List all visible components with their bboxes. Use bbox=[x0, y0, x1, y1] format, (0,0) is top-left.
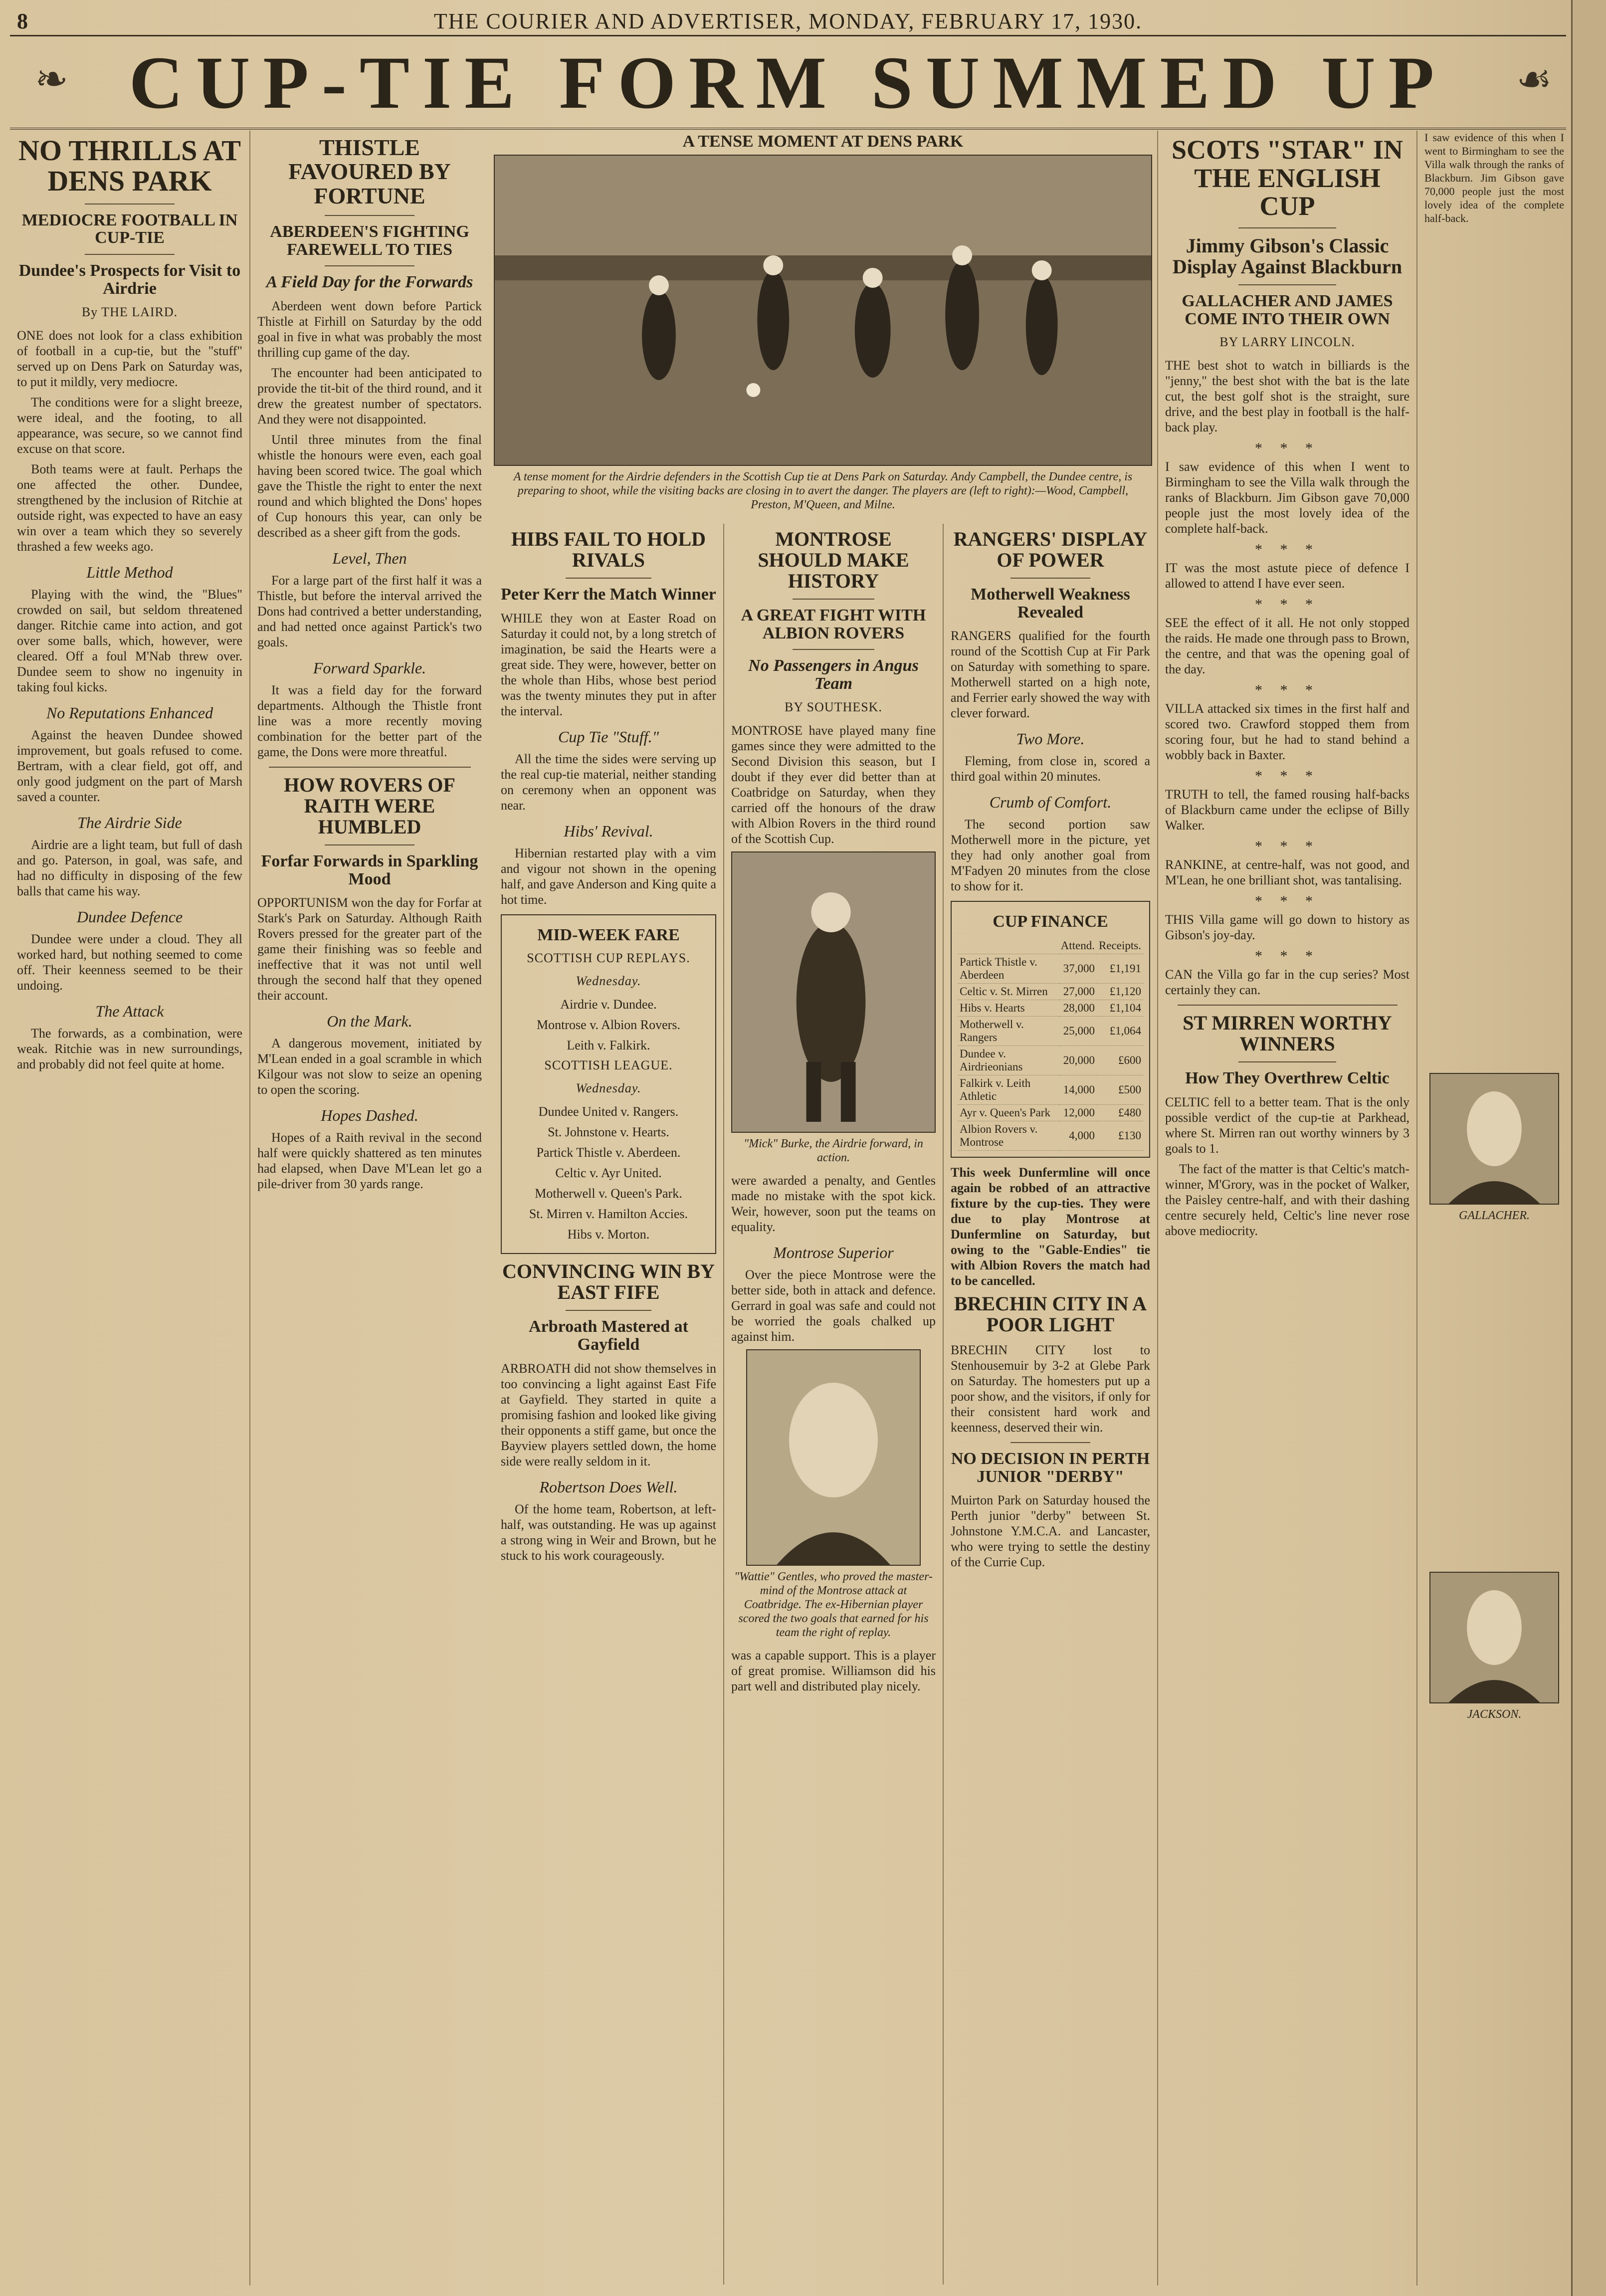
photo-caption: "Mick" Burke, the Airdrie forward, in action. bbox=[744, 1137, 923, 1164]
divider bbox=[269, 767, 471, 768]
table-row bbox=[958, 954, 1143, 984]
table-row bbox=[958, 1017, 1143, 1046]
table-cell bbox=[958, 938, 1059, 954]
table-cell: 20,000 bbox=[1059, 1046, 1097, 1075]
table-cell: £500 bbox=[1097, 1075, 1143, 1105]
paragraph: The second portion saw Motherwell more in the picture, yet they had only another goal from M'Fadyen 20 minutes from the close to show for it. bbox=[951, 817, 1150, 894]
paragraph: Against the heaven Dundee showed improvement, but goals refused to come. Bertram, with a clear field, got off, and only good judgment on the part of Marsh saved a counter. bbox=[17, 727, 242, 804]
paragraph: CAN the Villa go far in the cup series? Most certainly they can. bbox=[1165, 967, 1409, 998]
table-header-row bbox=[958, 938, 1143, 954]
masthead-title: THE COURIER AND ADVERTISER, MONDAY, FEBRUARY 17, 1930. bbox=[433, 8, 1143, 33]
divider bbox=[793, 649, 874, 650]
deck-dundee-prospects: Dundee's Prospects for Visit to Airdrie bbox=[18, 261, 241, 298]
paragraph: THE best shot to watch in billiards is the "jenny," the best shot with the bat is the late cut, the best golf shot is the straight, sure drive, and the best play in football is the half-back play. bbox=[1165, 358, 1409, 435]
column-montrose bbox=[723, 524, 943, 2285]
subhead: Forward Sparkle. bbox=[313, 658, 426, 677]
divider bbox=[566, 1310, 652, 1311]
paragraph: Muirton Park on Saturday housed the Perth junior "derby" between St. Johnstone Y.M.C.A. and Lancaster, who were trying to settle the destiny of the Currie Cup. bbox=[951, 1493, 1150, 1570]
fixtures-title: MID-WEEK FARE bbox=[537, 925, 680, 944]
star-separator: * * * bbox=[1255, 893, 1320, 910]
paragraph: Of the home team, Robertson, at left-half, was outstanding. He was up against a strong wing in Weir and Brown, but he stuck to his work courageously. bbox=[501, 1501, 716, 1563]
portrait-caption: "Wattie" Gentles, who proved the master-mind of the Montrose attack at Coatbridge. The ex-Hibernian player scored the two goals that earned for his team the right of replay. bbox=[734, 1570, 933, 1639]
fixture-line: Celtic v. Ayr United. bbox=[555, 1166, 662, 1181]
portrait-image bbox=[1430, 1573, 1558, 1702]
star-separator: * * * bbox=[1255, 948, 1320, 965]
league-day: Wednesday. bbox=[576, 1081, 641, 1096]
league-title: SCOTTISH LEAGUE. bbox=[544, 1058, 673, 1073]
table-cell: £600 bbox=[1097, 1046, 1143, 1075]
fixture-line: Leith v. Falkirk. bbox=[567, 1038, 650, 1053]
page-number: 8 bbox=[17, 8, 29, 33]
paragraph: The forwards, as a combination, were weak. Ritchie was in new surroundings, and probably did not feel quite at home. bbox=[17, 1026, 242, 1071]
deck-peter-kerr: Peter Kerr the Match Winner bbox=[501, 585, 716, 604]
subhead: Cup Tie "Stuff." bbox=[558, 727, 659, 746]
fixtures-day: Wednesday. bbox=[576, 974, 641, 989]
fixture-line: Airdrie v. Dundee. bbox=[560, 997, 657, 1012]
paragraph: I saw evidence of this when I went to Birmingham to see the Villa walk through the ranks of Blackburn. Jim Gibson gave 70,000 people just the most lovely idea of the complete half-back. bbox=[1165, 459, 1409, 536]
byline: BY SOUTHESK. bbox=[785, 699, 882, 714]
paragraph: Dundee were under a cloud. They all worked hard, but nothing seemed to come off. Their keenness seemed to be their undoing. bbox=[17, 931, 242, 993]
paragraph: was a capable support. This is a player of great promise. Williamson did his part well and distributed play nicely. bbox=[731, 1648, 936, 1693]
divider bbox=[1238, 284, 1336, 285]
paragraph: All the time the sides were serving up the real cup-tie material, neither standing on ceremony when an opponent was near. bbox=[501, 751, 716, 813]
gentles-portrait bbox=[746, 1349, 921, 1566]
headline-no-thrills: NO THRILLS AT DENS PARK bbox=[18, 134, 241, 197]
paragraph: Airdrie are a light team, but full of dash and go. Paterson, in goal, was safe, and had no difficulty in disposing of the few balls that came his way. bbox=[17, 837, 242, 898]
photo-caption: A tense moment for the Airdrie defenders in the Scottish Cup tie at Dens Park on Saturday. Andy Campbell, the Dundee centre, is preparing to shoot, while the visiting backs are closing in to avert the danger. The players are (left to right):—Wood, Campbell, Preston, M'Queen, and Milne. bbox=[513, 470, 1133, 511]
deck-mediocre: MEDIOCRE FOOTBALL IN CUP-TIE bbox=[21, 210, 238, 247]
deck-albion-rovers: A GREAT FIGHT WITH ALBION ROVERS bbox=[741, 606, 926, 642]
divider bbox=[325, 265, 414, 266]
subhead: Two More. bbox=[1016, 730, 1085, 748]
table-cell: Dundee v. Airdrieonians bbox=[958, 1046, 1059, 1075]
table-cell: 37,000 bbox=[1059, 954, 1097, 984]
paragraph: Hopes of a Raith revival in the second half were quickly shattered as ten minutes had elapsed, when Dave M'Lean let go a pile-driver from 30 yards range. bbox=[257, 1130, 482, 1192]
football-match-photo bbox=[494, 155, 1152, 466]
table-row bbox=[958, 1075, 1143, 1105]
paragraph: Playing with the wind, the "Blues" crowded on sail, but seldom threatened danger. Ritchie came into action, and got over some balls, which, however, were cleared. Off a foul M'Nab threw over. Dundee seem to show no ingenuity in taking foul kicks. bbox=[17, 587, 242, 694]
table-row bbox=[958, 1046, 1143, 1075]
headline-raith-rovers: HOW ROVERS OF RAITH WERE HUMBLED bbox=[284, 773, 455, 838]
headline-st-mirren: ST MIRREN WORTHY WINNERS bbox=[1183, 1012, 1392, 1055]
column-dens-park bbox=[10, 131, 249, 2286]
table-cell: 27,000 bbox=[1059, 984, 1097, 1000]
divider bbox=[325, 215, 414, 216]
paragraph: RANKINE, at centre-half, was not good, and M'Lean, he one brilliant shot, was tantalising. bbox=[1165, 857, 1409, 888]
star-separator: * * * bbox=[1255, 682, 1320, 699]
deck-overthrew-celtic: How They Overthrew Celtic bbox=[1185, 1069, 1390, 1088]
divider bbox=[1178, 1005, 1398, 1006]
deck-forfar: Forfar Forwards in Sparkling Mood bbox=[261, 851, 478, 888]
paragraph: THIS Villa game will go down to history as Gibson's joy-day. bbox=[1165, 912, 1409, 943]
divider bbox=[85, 204, 175, 205]
cup-finance-title: CUP FINANCE bbox=[993, 912, 1108, 931]
deck-motherwell: Motherwell Weakness Revealed bbox=[971, 585, 1130, 622]
table-row bbox=[958, 1121, 1143, 1151]
paragraph: MONTROSE have played many fine games since they were admitted to the Second Division this season, but I doubt if they ever did better than at Coatbridge on Saturday, when they carried off the honours of the draw with Albion Rovers in the third round of the Scottish Cup. bbox=[731, 723, 936, 846]
paragraph: Over the piece Montrose were the better side, both in attack and defence. Gerrard in goal was safe and could not be worried the goals chalked up against him. bbox=[731, 1267, 936, 1344]
star-separator: * * * bbox=[1255, 440, 1320, 457]
deck-aberdeen: ABERDEEN'S FIGHTING FAREWELL TO TIES bbox=[270, 222, 469, 259]
divider bbox=[793, 599, 874, 600]
fixture-line: Partick Thistle v. Aberdeen. bbox=[536, 1145, 681, 1160]
deck-no-passengers: No Passengers in Angus Team bbox=[748, 656, 919, 693]
paragraph: WHILE they won at Easter Road on Saturday it could not, by a long stretch of imagination, be said the Hearts were a great side. They were, however, better on the whole than Hibs, whose best period was the twenty minutes they put in after the interval. bbox=[501, 611, 716, 718]
headline-perth-derby: NO DECISION IN PERTH JUNIOR "DERBY" bbox=[951, 1450, 1150, 1486]
star-separator: * * * bbox=[1255, 596, 1320, 613]
portrait-image bbox=[747, 1350, 920, 1565]
fixture-line: Motherwell v. Queen's Park. bbox=[535, 1186, 682, 1201]
fixture-line: Montrose v. Albion Rovers. bbox=[537, 1018, 680, 1033]
paragraph: The fact of the matter is that Celtic's match-winner, M'Grory, was in the pocket of Walker, the Paisley centre-half, and with their dashing centre securely held, Celtic's line never rose above mediocrity. bbox=[1165, 1162, 1409, 1239]
deck-gallacher-james: GALLACHER AND JAMES COME INTO THEIR OWN bbox=[1182, 292, 1393, 328]
table-cell: £130 bbox=[1097, 1121, 1143, 1151]
fixture-line: St. Johnstone v. Hearts. bbox=[548, 1125, 669, 1140]
portrait-caption: JACKSON. bbox=[1467, 1708, 1522, 1721]
table-cell: Albion Rovers v. Montrose bbox=[958, 1121, 1059, 1151]
column-right-continuation bbox=[1416, 131, 1571, 2286]
column-thistle bbox=[249, 131, 489, 2286]
table-cell: Ayr v. Queen's Park bbox=[958, 1105, 1059, 1121]
fixture-line: Hibs v. Morton. bbox=[567, 1227, 650, 1242]
page-banner: CUP-TIE FORM SUMMED UP bbox=[10, 38, 1566, 130]
headline-rangers: RANGERS' DISPLAY OF POWER bbox=[953, 528, 1148, 571]
ornament-left-icon: ❧ bbox=[35, 58, 69, 102]
table-cell: Motherwell v. Rangers bbox=[958, 1017, 1059, 1046]
table-cell: Falkirk v. Leith Athletic bbox=[958, 1075, 1059, 1105]
ornament-right-icon: ☙ bbox=[1516, 58, 1552, 102]
portrait-caption: GALLACHER. bbox=[1458, 1209, 1530, 1222]
paragraph: Fleming, from close in, scored a third goal within 20 minutes. bbox=[951, 754, 1150, 784]
table-cell: Celtic v. St. Mirren bbox=[958, 984, 1059, 1000]
headline-east-fife: CONVINCING WIN BY EAST FIFE bbox=[502, 1260, 715, 1304]
divider bbox=[1010, 578, 1090, 579]
headline-montrose: MONTROSE SHOULD MAKE HISTORY bbox=[758, 528, 909, 592]
jackson-portrait bbox=[1429, 1572, 1559, 1703]
paragraph: IT was the most astute piece of defence I allowed to attend I have ever seen. bbox=[1165, 561, 1409, 591]
match-scene-image bbox=[495, 156, 1151, 465]
paragraph: I saw evidence of this when I went to Birmingham to see the Villa walk through the ranks of Blackburn. Jim Gibson gave 70,000 people just the most lovely idea of the complete half-back. bbox=[1424, 131, 1564, 224]
subhead: The Attack bbox=[95, 1002, 164, 1020]
divider bbox=[1238, 1061, 1336, 1062]
table-cell: 12,000 bbox=[1059, 1105, 1097, 1121]
paragraph: Both teams were at fault. Perhaps the one affected the other. Dundee, strengthened by the inclusion of Ritchie at outside right, was expected to have an easy win over a team which they so severely thrashed a few weeks ago. bbox=[17, 461, 242, 554]
table-cell: 14,000 bbox=[1059, 1075, 1097, 1105]
fixture-line: Dundee United v. Rangers. bbox=[538, 1104, 679, 1119]
paragraph: A dangerous movement, initiated by M'Lean ended in a goal scramble in which Kilgour was not slow to seize an opening to open the scoring. bbox=[257, 1036, 482, 1097]
column-rangers bbox=[943, 524, 1157, 2285]
paragraph: ONE does not look for a class exhibition of football in a cup-tie, but the "stuff" served up on Dens Park on Saturday was, to put it mildly, very mediocre. bbox=[17, 328, 242, 389]
table-cell: Receipts. bbox=[1097, 938, 1143, 954]
subhead: Montrose Superior bbox=[773, 1243, 894, 1261]
table-row bbox=[958, 1000, 1143, 1017]
paragraph: OPPORTUNISM won the day for Forfar at Stark's Park on Saturday. Although Raith Rovers pressed for the greater part of the game their finishing was so feeble and ineffective that it was not until well through the second half that they opened their account. bbox=[257, 895, 482, 1003]
fixtures-subtitle: SCOTTISH CUP REPLAYS. bbox=[527, 951, 690, 966]
cup-finance-table bbox=[958, 938, 1143, 1151]
paragraph: CELTIC fell to a better team. That is the only possible verdict of the cup-tie at Parkhead, where St. Mirren ran out worthy winners by 3 goals to 1. bbox=[1165, 1095, 1409, 1156]
paragraph: were awarded a penalty, and Gentles made no mistake with the spot kick. Weir, however, soon put the teams on equality. bbox=[731, 1173, 936, 1234]
deck-jimmy-gibson: Jimmy Gibson's Classic Display Against Blackburn bbox=[1172, 234, 1403, 278]
subhead: The Airdrie Side bbox=[77, 813, 182, 832]
divider bbox=[85, 254, 175, 255]
paragraph: BRECHIN CITY lost to Stenhousemuir by 3-2 at Glebe Park on Saturday. The homesters put up a poor show, and the visitors, if only for their consistent hard work and keenness, deserved their win. bbox=[951, 1343, 1150, 1435]
paragraph: ARBROATH did not show themselves in too convincing a light against East Fife at Gayfield. They started in quite a promising fashion and looked like giving their opponents a stiff game, but once the Bayview players settled down, the home side were really seldom in it. bbox=[501, 1361, 716, 1468]
paragraph: The encounter had been anticipated to provide the tit-bit of the third round, and it drew the greatest number of spectators. And they were not disappointed. bbox=[257, 365, 482, 426]
table-cell: Partick Thistle v. Aberdeen bbox=[958, 954, 1059, 984]
player-action-image bbox=[732, 852, 935, 1132]
page-binding-edge bbox=[1571, 0, 1606, 2296]
table-cell: £1,191 bbox=[1097, 954, 1143, 984]
star-separator: * * * bbox=[1255, 838, 1320, 855]
byline: By THE LAIRD. bbox=[81, 304, 178, 319]
subhead: Little Method bbox=[86, 563, 173, 581]
paragraph: For a large part of the first half it was a Thistle, but before the interval arrived the Dons had contrived a better understanding, and had netted once against Partick's two goals. bbox=[257, 573, 482, 649]
paragraph: It was a field day for the forward departments. Although the Thistle front line was a more recently moving combination for the better part of the game, the Dons were more threatful. bbox=[257, 682, 482, 759]
column-english-cup bbox=[1157, 131, 1416, 2286]
cup-finance-box bbox=[951, 901, 1150, 1158]
byline: BY LARRY LINCOLN. bbox=[1219, 335, 1355, 350]
headline-hibs-fail: HIBS FAIL TO HOLD RIVALS bbox=[511, 528, 706, 571]
subhead: Dundee Defence bbox=[76, 907, 183, 926]
portrait-image bbox=[1430, 1074, 1558, 1204]
paragraph: RANGERS qualified for the fourth round of the Scottish Cup at Fir Park on Saturday with something to spare. Motherwell started on a high note, and Ferrier early showed the way with clever forward. bbox=[951, 628, 1150, 721]
subhead: On the Mark. bbox=[327, 1012, 412, 1031]
table-row bbox=[958, 984, 1143, 1000]
burke-photo bbox=[731, 851, 936, 1133]
subhead: Robertson Does Well. bbox=[539, 1477, 678, 1496]
divider bbox=[1238, 227, 1336, 228]
subhead: Level, Then bbox=[332, 549, 407, 567]
column-hibs bbox=[494, 524, 723, 2285]
table-cell: 4,000 bbox=[1059, 1121, 1097, 1151]
deck-field-day: A Field Day for the Forwards bbox=[266, 273, 473, 292]
table-cell: £1,120 bbox=[1097, 984, 1143, 1000]
fixtures-box bbox=[501, 914, 716, 1254]
divider bbox=[325, 844, 414, 845]
table-cell: 28,000 bbox=[1059, 1000, 1097, 1017]
paragraph: VILLA attacked six times in the first half and scored two. Crawford stopped them from scoring four, but he had to stand behind a wobbly back in Baxter. bbox=[1165, 701, 1409, 763]
headline-brechin: BRECHIN CITY IN A POOR LIGHT bbox=[954, 1292, 1147, 1336]
paragraph: The conditions were for a slight breeze, were ideal, and the footing, to all appearance, was secure, so we cannot find excuse on that score. bbox=[17, 395, 242, 456]
fixture-line: St. Mirren v. Hamilton Accies. bbox=[529, 1207, 688, 1222]
table-row bbox=[958, 1105, 1143, 1121]
table-cell: Hibs v. Hearts bbox=[958, 1000, 1059, 1017]
headline-scots-star: SCOTS "STAR" IN THE ENGLISH CUP bbox=[1171, 135, 1404, 221]
table-cell: £1,064 bbox=[1097, 1017, 1143, 1046]
headline-thistle-favoured: THISTLE FAVOURED BY FORTUNE bbox=[288, 135, 451, 209]
star-separator: * * * bbox=[1255, 768, 1320, 785]
photo-title: A TENSE MOMENT AT DENS PARK bbox=[682, 132, 964, 151]
subhead: Hopes Dashed. bbox=[321, 1106, 418, 1125]
paragraph: Hibernian restarted play with a vim and vigour not shown in the opening half, and gave Anderson and King quite a hot time. bbox=[501, 845, 716, 907]
paragraph: TRUTH to tell, the famed rousing half-backs of Blackburn came under the eclipse of Billy Walker. bbox=[1165, 787, 1409, 833]
star-separator: * * * bbox=[1255, 541, 1320, 558]
table-cell: £480 bbox=[1097, 1105, 1143, 1121]
table-cell: Attend. bbox=[1059, 938, 1097, 954]
table-cell: £1,104 bbox=[1097, 1000, 1143, 1017]
paragraph: Aberdeen went down before Partick Thistle at Firhill on Saturday by the odd goal in five in what was probably the most thrilling cup game of the day. bbox=[257, 298, 482, 360]
main-photo-block bbox=[494, 131, 1152, 510]
dunfermline-notice: This week Dunfermline will once again be robbed of an attractive fixture by the cup-ties. They were due to play Montrose at Dunfermline on Saturday, but owing to the "Gable-Endies" tie with Albion Rovers the match had to be cancelled. bbox=[951, 1165, 1150, 1288]
table-cell: 25,000 bbox=[1059, 1017, 1097, 1046]
deck-arbroath: Arbroath Mastered at Gayfield bbox=[529, 1317, 688, 1354]
subhead: Hibs' Revival. bbox=[564, 822, 653, 840]
divider bbox=[566, 578, 652, 579]
masthead-line bbox=[10, 7, 1566, 36]
paragraph: SEE the effect of it all. He not only stopped the raids. He made one through pass to Brown, the centre, and that was the opening goal of the day. bbox=[1165, 616, 1409, 677]
subhead: No Reputations Enhanced bbox=[46, 703, 213, 722]
subhead: Crumb of Comfort. bbox=[989, 793, 1112, 812]
divider bbox=[1010, 1442, 1090, 1443]
paragraph: Until three minutes from the final whistle the honours were even, each goal having been scored twice. The goal which gave the Thistle the right to enter the next round and which blighted the Dons' hopes of Cup honours this year, can only be described as a sheer gift from the gods. bbox=[257, 432, 482, 540]
gallacher-portrait bbox=[1429, 1073, 1559, 1205]
